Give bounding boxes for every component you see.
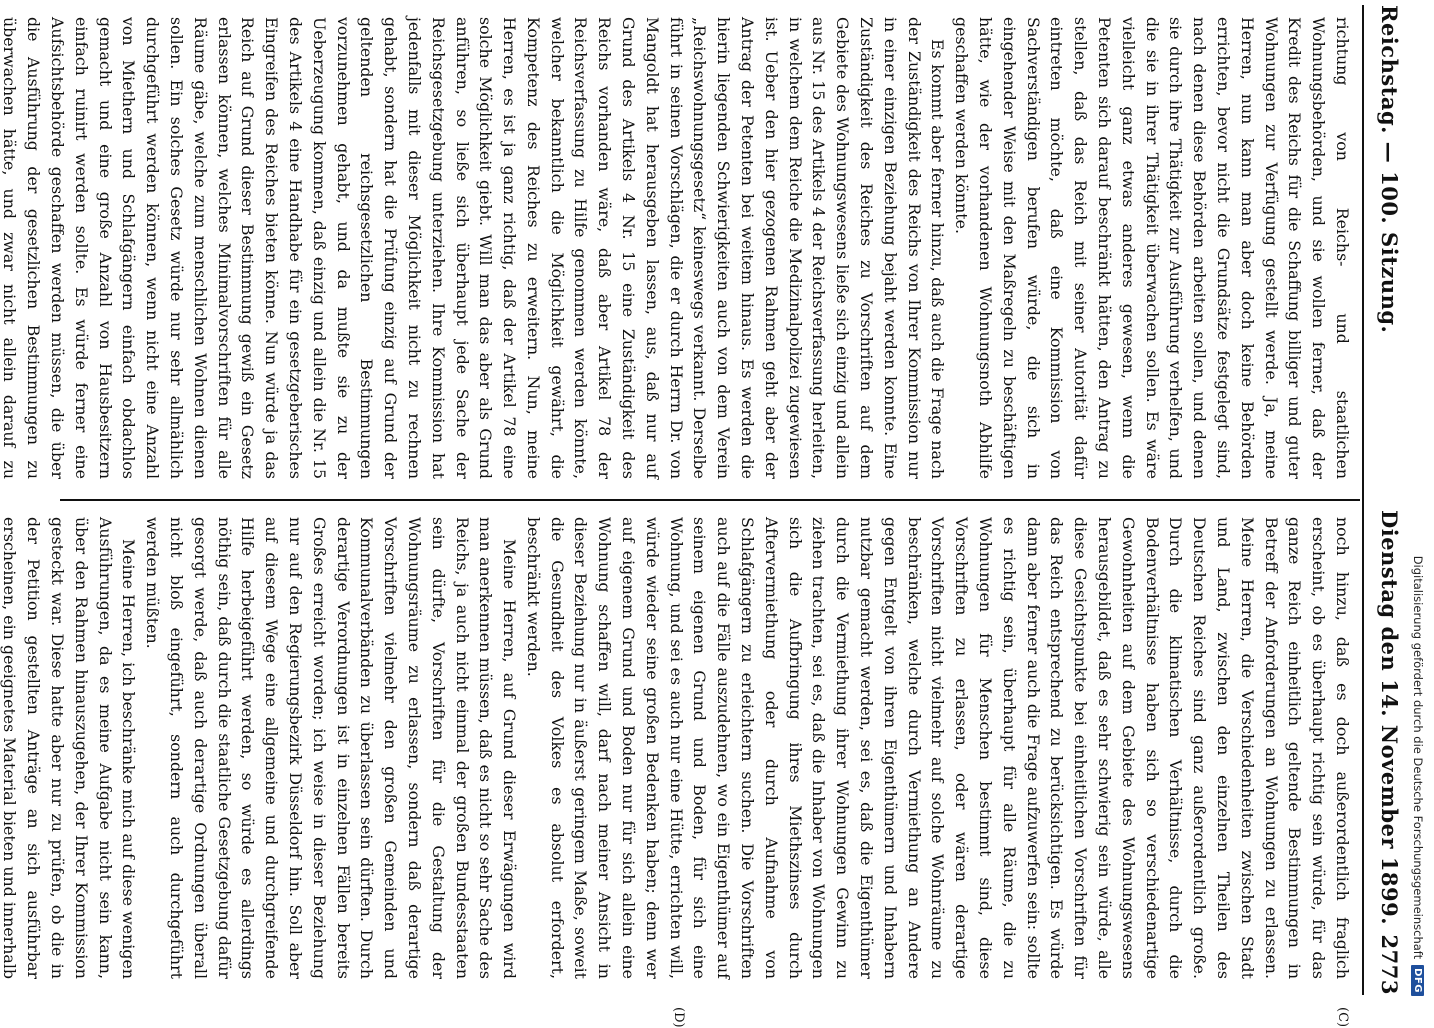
header-session: Reichstag. — 100. Sitzung. <box>1377 5 1403 334</box>
document-page <box>0 5 1408 1028</box>
credit-text: Digitalisierung gefördert durch die Deutsche Forschungsgemeinschaft <box>1411 555 1425 960</box>
paragraph: Meine Herren, ich beschränke mich auf diese wenigen Ausführungen, da es meine Aufgabe nicht sein kann, über den Rahmen hinauszugehen, der Ihrer Kommission gesteckt war. Diese hatte aber nur zu prüfen, ob die in der Petition gestellten Anträge an sich ausführbar erscheinen, ein geeignetes Material bieten und innerhalb <box>0 517 139 979</box>
paragraph: noch hinzu, daß es doch außerordentlich fraglich erscheint, ob es überhaupt richtig sein würde, für das ganze Reich einheitlich geltende Bestimmungen in Betreff der Anforderungen an Wohnungen zu erlassen. Meine Herren, die Verschiedenheiten zwischen Stadt und Land, zwischen den einzelnen Theilen des Deutschen Reiches sind ganz außerordentlich große. Durch die klimatischen Verhältnisse, durch die Bodenverhältnisse haben sich so verschiedenartige Gewohnheiten auf dem Gebiete des Wohnungswesens herausgebildet, daß es sehr schwierig sein würde, alle diese Gesichtspunkte bei einheitlichen Vorschriften für das Reich entsprechend zu berücksichtigen. Es würde dann aber ferner auch die Frage aufzuwerfen sein: sollte es richtig sein, überhaupt für alle Räume, die zu Wohnungen für Menschen bestimmt sind, diese Vorschriften zu erlassen, oder wären derartige Vorschriften nicht vielmehr auf solche Wohnräume zu beschränken, welche durch Vermiethung an Andere gegen Entgelt von ihren Eigenthümern und Inhabern nutzbar gemacht werden, sei es, daß die Eigenthümer durch die Vermiethung ihrer Wohnungen Gewinn zu ziehen trachten, sei es, daß die Inhaber von Wohnungen sich die Aufbringung ihres Miethszinses durch Aftervermiethung oder durch Aufnahme von Schlafgängern zu erleichtern suchen. Die Vorschriften auch auf die Fälle auszudehnen, wo ein Eigenthümer auf seinem eigenen Grund und Boden, für sich eine Wohnung, und sei es auch nur eine Hütte, errichten will, würde wieder seine großen Bedenken haben; denn wer auf eigenem Grund und Boden nur für sich allein eine Wohnung schaffen will, darf nach meiner Ansicht in dieser Beziehung nur in äußerst geringem Maße, soweit die Gesundheit des Volkes es absolut erfordert, beschränkt werden. <box>523 517 1352 979</box>
left-column <box>0 17 1354 479</box>
header-rule <box>1362 5 1364 995</box>
column-divider <box>60 499 1360 501</box>
margin-marker-c: (C) <box>1335 1007 1350 1028</box>
paragraph: Es kommt aber ferner hinzu, daß auch die Frage nach der Zuständigkeit des Reichs von Ihrer Kommission nur in einer einzigen Beziehung bejaht werden konnte. Eine Zuständigkeit des Reiches zu Vorschriften auf dem Gebiete des Wohnungswesens ließe sich einzig und allein aus Nr. 15 des Artikels 4 der Reichsverfassung herleiten, in welchem dem Reiche die Medizinalpolizei zugewiesen ist. Ueber den hier gezogenen Rahmen geht aber der Antrag der Petenten bei weitem hinaus. Es werden die hierin liegenden Schwierigkeiten auch von dem Verein „Reichswohnungsgesetz“ keineswegs verkannt. Derselbe führt in seinen Vorschlägen, die er durch Herrn Dr. von Mangoldt hat herausgeben lassen, aus, daß nur auf Grund des Artikels 4 Nr. 15 eine Zuständigkeit des Reichs vorhanden wäre, daß aber Artikel 78 der Reichsverfassung zu Hilfe genommen werden könnte, welcher bekanntlich die Möglichkeit gewährt, die Kompetenz des Reiches zu erweitern. Nun, meine Herren, es ist ja ganz richtig, daß der Artikel 78 eine solche Möglichkeit giebt. Will man das aber als Grund anführen, so ließe sich überhaupt jede Sache der Reichsgesetzgebung unterziehen. Ihre Kommission hat jedenfalls mit dieser Möglichkeit nicht zu rechnen gehabt, sondern hat die Prüfung einzig auf Grund der geltenden reichsgesetzlichen Bestimmungen vorzunehmen gehabt, und da mußte sie zu der Ueberzeugung kommen, daß einzig und allein die Nr. 15 des Artikels 4 eine Handhabe für ein gesetzgeberisches Eingreifen des Reiches bieten könne. Nun würde ja das Reich auf Grund dieser Bestimmung gewiß ein Gesetz erlassen können, welches Minimalvorschriften für alle Räume gäbe, welche zum menschlichen Wohnen dienen sollen. Ein solches Gesetz würde nur sehr allmählich durchgeführt werden können, wenn nicht eine Anzahl von Miethern und Schlafgängern einfach obdachlos gemacht und eine große Anzahl von Hausbesitzern einfach ruinirt werden sollte. Es würde ferner eine Aufsichtsbehörde geschaffen werden müssen, die über die Ausführung der gesetzlichen Bestimmungen zu überwachen hätte, und zwar nicht allein darauf zu <box>0 17 948 479</box>
header-date: Dienstag den 14. November 1899. <box>1377 510 1403 926</box>
right-column <box>0 517 1354 979</box>
paragraph: Meine Herren, auf Grund dieser Erwägungen wird man anerkennen müssen, daß es nicht so sehr Sache des Reichs, ja auch nicht einmal der großen Bundesstaaten sein dürfte, Vorschriften für die Gestaltung der Wohnungsräume zu erlassen, sondern daß derartige Vorschriften vielmehr den großen Gemeinden und Kommunalverbänden zu überlassen sein dürften. Durch derartige Verordnungen ist in einzelnen Fällen bereits Großes erreicht worden; ich weise in dieser Beziehung nur auf den Regierungsbezirk Düsseldorf hin. Soll aber auf diesem Wege eine allgemeine und durchgreifende Hilfe herbeigeführt werden, so würde es allerdings nöthig sein, daß durch die staatliche Gesetzgebung dafür gesorgt werde, daß auch derartige Ordnungen überall nicht bloß eingeführt, sondern auch durchgeführt werden müßten. <box>143 517 520 979</box>
paragraph: richtung von Reichs- und staatlichen Wohnungsbehörden, und sie wollen ferner, daß der Kredit des Reichs für die Schaffung billiger und guter Wohnungen zur Verfügung gestellt werde. Ja, meine Herren, nun kann man aber doch keine Behörden errichten, bevor nicht die Grundsätze festgelegt sind, nach denen diese Behörden arbeiten sollen, und denen sie durch ihre Thätigkeit zur Ausführung verhelfen, und die sie in ihrer Thätigkeit überwachen sollen. Es wäre vielleicht ganz etwas anderes gewesen, wenn die Petenten sich darauf beschränkt hätten, den Antrag zu stellen, daß das Reich mit seiner Autorität dafür eintreten möchte, daß eine Kommission von Sachverständigen berufen würde, die sich in eingehender Weise mit den Maßregeln zu beschäftigen hätte, wie der vorhandenen Wohnungsnoth Abhilfe geschaffen werden könnte. <box>952 17 1352 479</box>
digitization-credit <box>1407 6 1429 996</box>
page-number: 2773 <box>1377 934 1403 995</box>
page-header <box>1372 5 1408 995</box>
dfg-logo: DFG <box>1412 965 1425 996</box>
margin-marker-d: (D) <box>671 1007 686 1028</box>
